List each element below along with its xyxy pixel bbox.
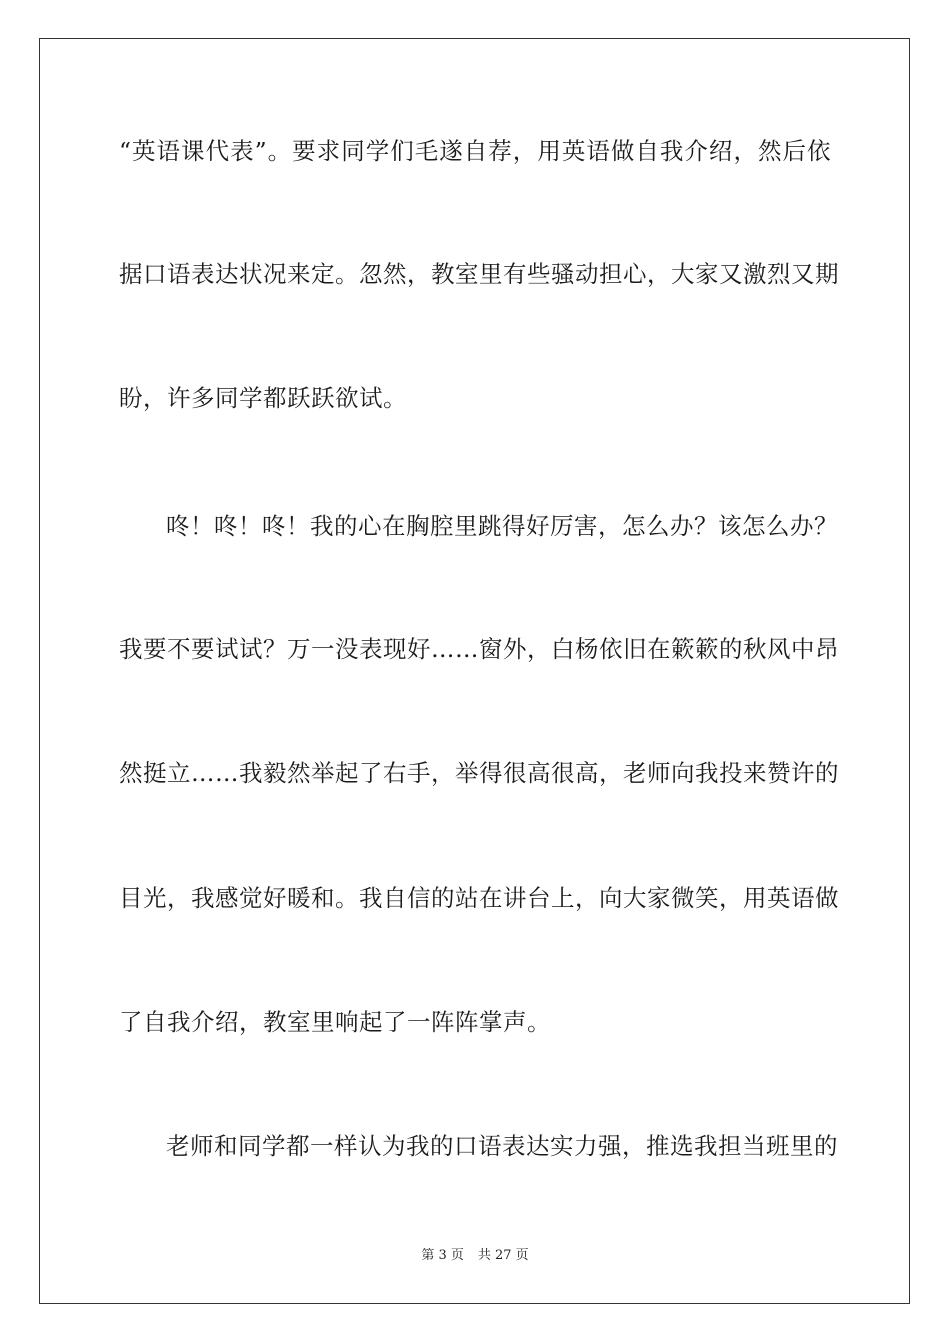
text-line: 我要不要试试？万一没表现好……窗外，白杨依旧在簌簌的秋风中昂 bbox=[119, 635, 839, 663]
page-total: 共 27 页 bbox=[477, 1248, 529, 1263]
paragraph-start-line: 老师和同学都一样认为我的口语表达实力强，推选我担当班里的 bbox=[166, 1132, 838, 1160]
text-line: 据口语表达状况来定。忽然，教室里有些骚动担心，大家又激烈又期 bbox=[119, 260, 839, 288]
text-line: “英语课代表”。要求同学们毛遂自荐，用英语做自我介绍，然后依 bbox=[119, 137, 831, 165]
page-number: 第 3 页 bbox=[421, 1248, 464, 1263]
text-line: 然挺立……我毅然举起了右手，举得很高很高，老师向我投来赞许的 bbox=[119, 759, 839, 787]
text-line: 盼，许多同学都跃跃欲试。 bbox=[119, 384, 407, 412]
paragraph-start-line: 咚！咚！咚！我的心在胸腔里跳得好厉害，怎么办？该怎么办？ bbox=[166, 512, 838, 540]
text-line: 目光，我感觉好暖和。我自信的站在讲台上，向大家微笑，用英语做 bbox=[119, 884, 839, 912]
text-line: 了自我介绍，教室里响起了一阵阵掌声。 bbox=[119, 1008, 551, 1036]
page-border bbox=[39, 38, 910, 1304]
page-footer bbox=[0, 1247, 950, 1265]
